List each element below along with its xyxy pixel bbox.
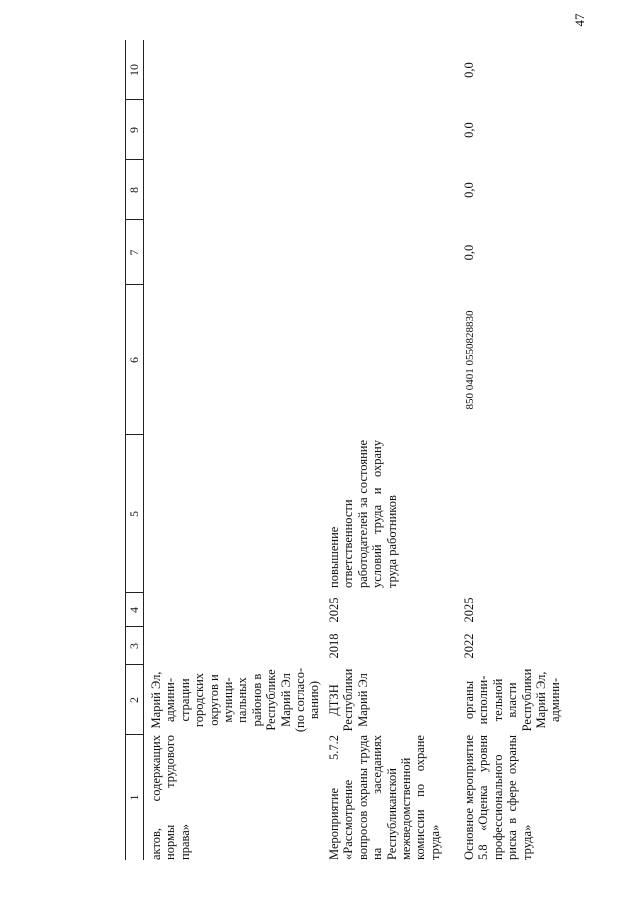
table-row-3-col-8: 0,0: [462, 182, 476, 198]
program-table: [125, 40, 625, 860]
table-row-3-col-1: Основное мероприятие 5.8 «Оценка уровня профессионального риска в сфере охраны труда»: [462, 735, 534, 860]
table-row-3-col-4: 2025: [462, 597, 476, 623]
table-row-3-col-3: 2022: [462, 633, 476, 659]
table-row-2-col-1: Мероприятие 5.7.2 «Рассмотрение вопросов охраны труда на заседаниях Республиканской межведомственной комиссии по охране труда»: [327, 735, 442, 860]
page-number: 47: [572, 13, 587, 27]
column-header: 10: [127, 64, 141, 76]
table-row-1-col-1: актов, содержащих нормы трудового права»: [149, 735, 192, 860]
column-header: 2: [127, 697, 141, 703]
table-row-3-col-10: 0,0: [462, 62, 476, 78]
column-header: 5: [127, 511, 141, 517]
column-header: 6: [127, 357, 141, 363]
column-header: 7: [127, 249, 141, 256]
column-header: 4: [127, 607, 141, 613]
header-bottom-border: [143, 40, 144, 860]
column-header: 1: [127, 794, 141, 801]
table-row-3-col-6: 850 0401 0550828830: [464, 310, 476, 410]
column-header: 3: [127, 643, 141, 649]
table-row-3-col-7: 0,0: [462, 244, 476, 261]
rotated-table-page: [125, 40, 625, 860]
table-row-2-col-3: 2018: [327, 633, 341, 659]
column-header: 8: [127, 187, 141, 193]
table-row-1-col-2: Марий Эл, админи-страции городских округов и муници-пальных районов в Республике Марий Эл (по согласо-ванию): [149, 667, 322, 733]
column-header: 9: [127, 127, 141, 133]
table-row-2-col-5: повышение ответственности работодателей за состояние условий труда и охрану труда работников: [327, 440, 399, 588]
table-row-3-col-2: органы исполни-тельной власти Республики Марий Эл, админи-: [462, 668, 563, 732]
table-row-2-col-2: ДТЗН Республики Марий Эл: [327, 668, 370, 732]
table-row-3-col-9: 0,0: [462, 122, 476, 138]
table-row-2-col-4: 2025: [327, 597, 341, 623]
